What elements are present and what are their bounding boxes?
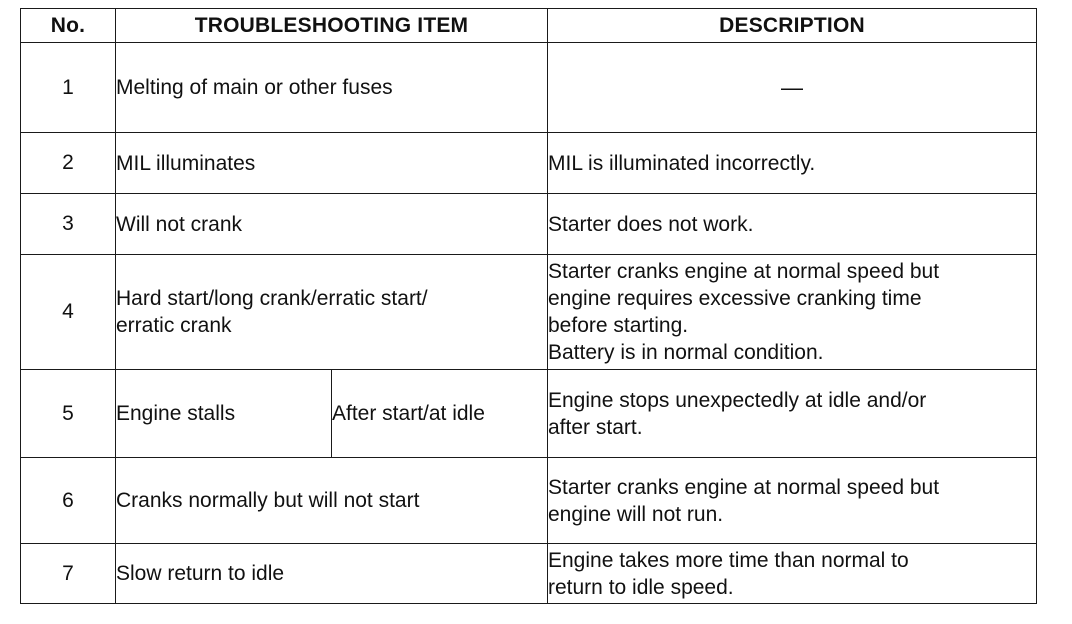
row-number: 2 [21, 133, 116, 194]
item-line: erratic crank [116, 314, 232, 337]
description-line: engine requires excessive cranking time [548, 287, 922, 310]
header-no: No. [21, 9, 116, 43]
description-line: Starter does not work. [548, 212, 754, 236]
table-row [21, 133, 1037, 194]
description [548, 544, 1037, 604]
troubleshooting-item: Slow return to idle [116, 544, 548, 604]
description [548, 194, 1037, 255]
row-number: 1 [21, 43, 116, 133]
table-row [21, 544, 1037, 604]
description-line: after start. [548, 415, 643, 439]
troubleshooting-item: MIL illuminates [116, 133, 548, 194]
description [548, 43, 1037, 133]
table-row [21, 43, 1037, 133]
row-number: 7 [21, 544, 116, 604]
troubleshooting-subitem: After start/at idle [332, 370, 548, 458]
description-line: engine will not run. [548, 502, 724, 526]
troubleshooting-item: Melting of main or other fuses [116, 43, 548, 133]
description [548, 133, 1037, 194]
header-row [21, 9, 1037, 43]
troubleshooting-item [116, 255, 548, 370]
description-line: MIL is illuminated incorrectly. [548, 151, 816, 175]
description [548, 255, 1037, 370]
troubleshooting-item: Will not crank [116, 194, 548, 255]
description-line: before starting. [548, 314, 689, 337]
troubleshooting-item: Engine stalls [116, 370, 332, 458]
item-line: Hard start/long crank/erratic start/ [116, 287, 428, 310]
table-row [21, 370, 1037, 458]
table-row [21, 194, 1037, 255]
header-description: DESCRIPTION [548, 9, 1037, 43]
row-number: 4 [21, 255, 116, 370]
description-line: Starter cranks engine at normal speed but [548, 475, 940, 499]
description-line: Starter cranks engine at normal speed but [548, 260, 940, 283]
row-number: 5 [21, 370, 116, 458]
description [548, 458, 1037, 544]
description-line: Battery is in normal condition. [548, 341, 824, 364]
table-row [21, 255, 1037, 370]
description-line: Engine stops unexpectedly at idle and/or [548, 388, 927, 412]
header-troubleshooting-item: TROUBLESHOOTING ITEM [116, 9, 548, 43]
row-number: 6 [21, 458, 116, 544]
description-line: — [781, 75, 803, 100]
description [548, 370, 1037, 458]
row-number: 3 [21, 194, 116, 255]
description-line: return to idle speed. [548, 575, 734, 599]
table-row [21, 458, 1037, 544]
troubleshooting-item: Cranks normally but will not start [116, 458, 548, 544]
description-line: Engine takes more time than normal to [548, 548, 909, 572]
troubleshooting-table [20, 8, 1037, 604]
